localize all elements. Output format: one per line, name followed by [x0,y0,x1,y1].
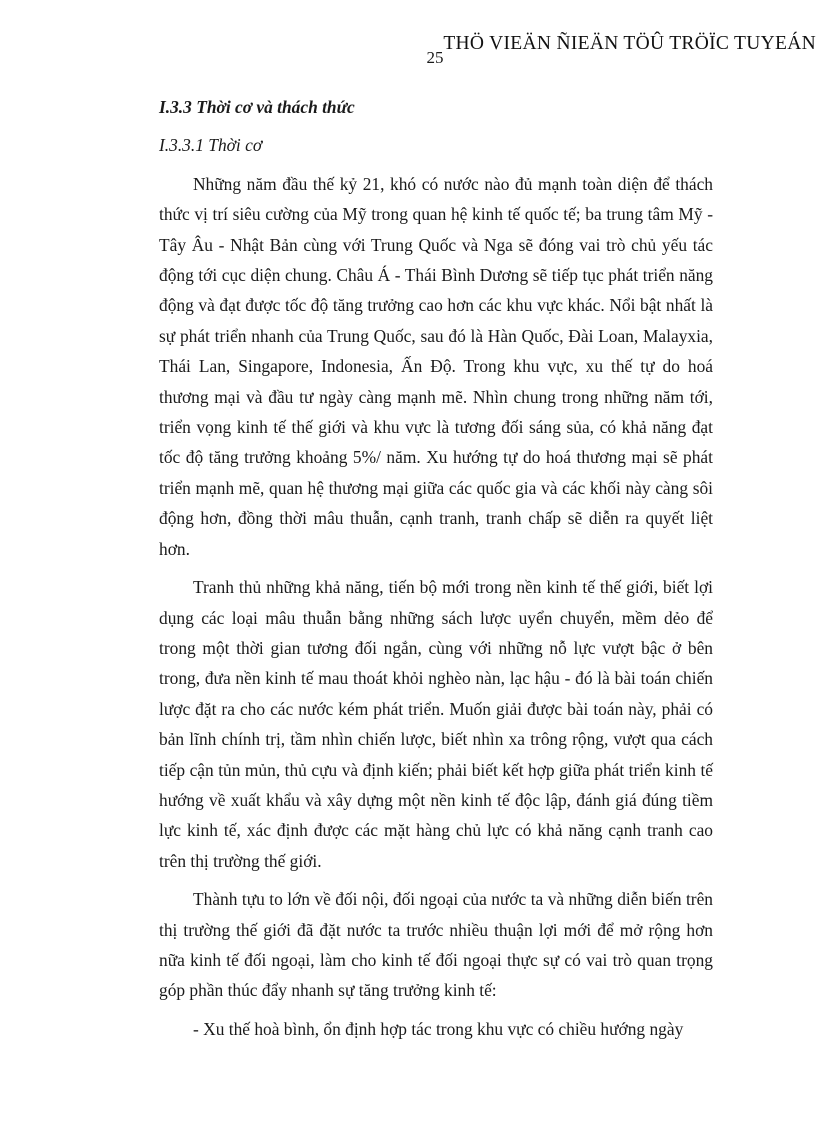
section-heading: I.3.3 Thời cơ và thách thức [159,97,355,117]
paragraph-strategy: Tranh thủ những khả năng, tiến bộ mới trong nền kinh tế thế giới, biết lợi dụng các loại mâu thuẫn bằng những sách lược uyển chuyển, mềm dẻo để trong một thời gian tương đối ngắn, cùng với những nỗ lực vượt bậc ở bên trong, đưa nền kinh tế mau thoát khỏi nghèo nàn, lạc hậu - đó là bài toán chiến lược đặt ra cho các nước kém phát triển. Muốn giải được bài toán này, phải có bản lĩnh chính trị, tầm nhìn chiến lược, biết nhìn xa trông rộng, vượt qua cách tiếp cận tủn mủn, thủ cựu và định kiến; phải biết kết hợp giữa phát triển kinh tế hướng về xuất khẩu và xây dựng một nền kinh tế độc lập, đánh giá đúng tiềm lực kinh tế, xác định được các mặt hàng chủ lực có khả năng cạnh tranh cao trên thị trường thế giới. [159,577,713,871]
page-number: 25 [426,48,444,67]
list-item-peace-trend: - Xu thế hoà bình, ổn định hợp tác trong khu vực có chiều hướng ngày [193,1018,684,1039]
paragraph-achievements: Thành tựu to lớn về đối nội, đối ngoại của nước ta và những diễn biến trên thị trường thế giới đã đặt nước ta trước nhiều thuận lợi mới để mở rộng hơn nữa kinh tế đối ngoại, làm cho kinh tế đối ngoại thực sự có vai trò quan trọng góp phần thúc đẩy nhanh sự tăng trưởng kinh tế: [159,889,713,1001]
subsection-heading: I.3.3.1 Thời cơ [159,135,263,156]
document-body [159,92,713,1044]
paragraph-opportunities-intro: Những năm đầu thế kỷ 21, khó có nước nào đủ mạnh toàn diện để thách thức vị trí siêu cường của Mỹ trong quan hệ kinh tế quốc tế; ba trung tâm Mỹ - Tây Âu - Nhật Bản cùng với Trung Quốc và Nga sẽ đóng vai trò chủ yếu tác động tới cục diện chung. Châu Á - Thái Bình Dương sẽ tiếp tục phát triển năng động và đạt được tốc độ tăng trưởng cao hơn các khu vực khác. Nổi bật nhất là sự phát triển nhanh của Trung Quốc, sau đó là Hàn Quốc, Đài Loan, Malayxia, Thái Lan, Singapore, Indonesia, Ấn Độ. Trong khu vực, xu thế tự do hoá thương mại và đầu tư ngày càng mạnh mẽ. Nhìn chung trong những năm tới, triển vọng kinh tế thế giới và khu vực là tương đối sáng sủa, có khả năng đạt tốc độ tăng trưởng khoảng 5%/ năm. Xu hướng tự do hoá thương mại sẽ phát triển mạnh mẽ, quan hệ thương mại giữa các quốc gia và các khối này càng sôi động hơn, đồng thời mâu thuẫn, cạnh tranh, tranh chấp sẽ diễn ra quyết liệt hơn. [159,173,713,559]
library-watermark: THÖ VIEÄN ÑIEÄN TÖÛ TRÖÏC TUYEÁN [443,33,816,54]
